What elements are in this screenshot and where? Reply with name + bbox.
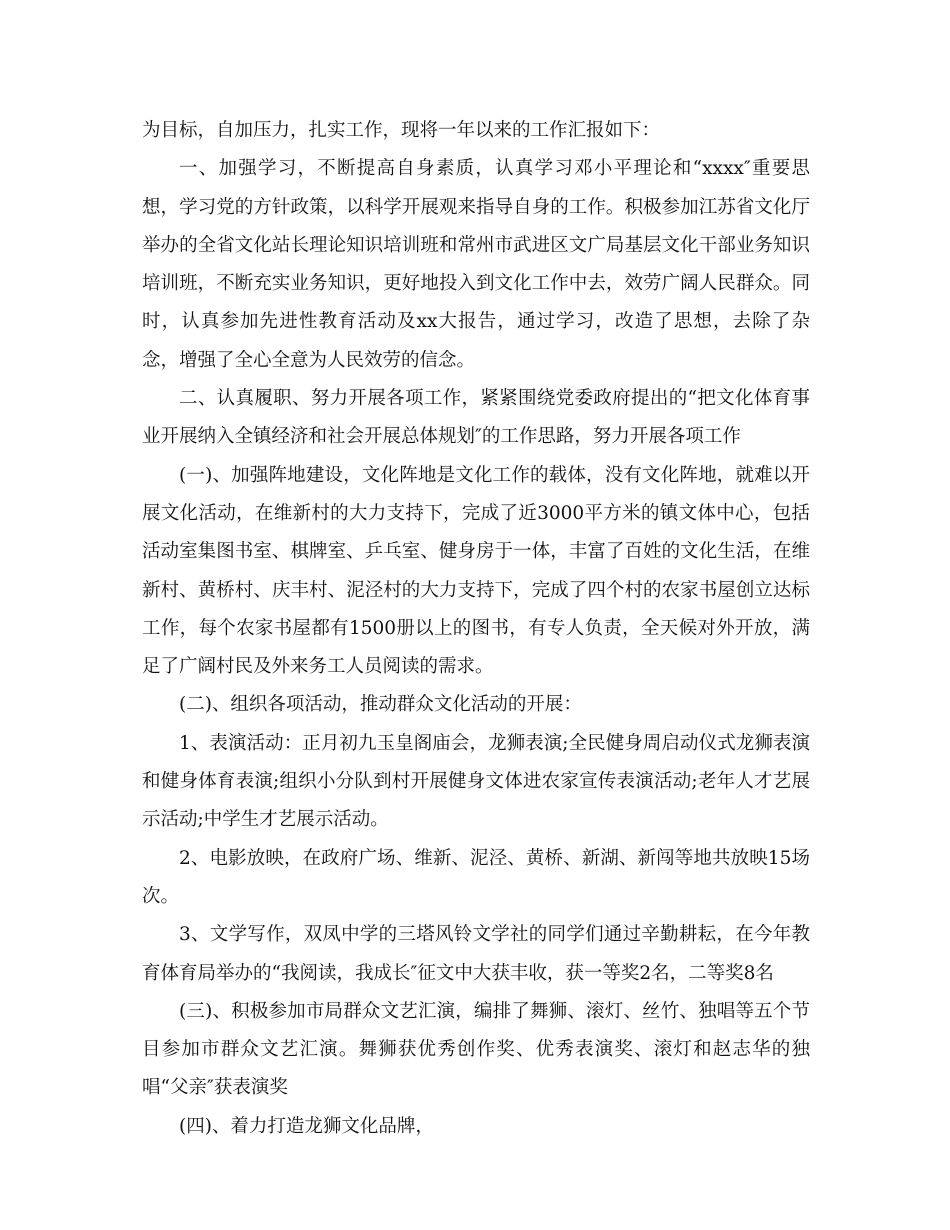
paragraph-section-2-duties: 二、认真履职、努力开展各项工作，紧紧围绕党委政府提出的“把文化体育事业开展纳入全镇经济和社会开展总体规划″的工作思路，努力开展各项工作 — [142, 388, 810, 448]
paragraph-item-1-facilities: (一)、加强阵地建设，文化阵地是文化工作的载体，没有文化阵地，就难以开展文化活动，在维新村的大力支持下，完成了近3000平方米的镇文体中心，包括活动室集图书室、棋牌室、乒乓室、健身房于一体，丰富了百姓的文化生活，在维新村、黄桥村、庆丰村、泥泾村的大力支持下，完成了四个村的农家书屋创立达标工作，每个农家书屋都有1500册以上的图书，有专人负责，全天候对外开放，满足了广阔村民及外来务工人员阅读的需求。 — [142, 464, 810, 678]
document-body — [142, 112, 810, 1146]
paragraph-film-screenings: 2、电影放映，在政府广场、维新、泥泾、黄桥、新湖、新闯等地共放映15场次。 — [142, 847, 810, 907]
paragraph-intro: 为目标，自加压力，扎实工作，现将一年以来的工作汇报如下： — [142, 120, 661, 141]
paragraph-literary-writing: 3、文学写作，双凤中学的三塔风铃文学社的同学们通过辛勤耕耘，在今年教育体育局举办的“我阅读，我成长″征文中大获丰收，获一等奖2名，二等奖8名 — [142, 924, 810, 984]
paragraph-item-4-dragon-lion-brand: (四)、着力打造龙狮文化品牌， — [179, 1115, 434, 1137]
paragraph-item-2-activities: (二)、组织各项活动，推动群众文化活动的开展： — [179, 694, 582, 716]
paragraph-performances: 1、表演活动：正月初九玉皇阁庙会，龙狮表演;全民健身周启动仪式龙狮表演和健身体育表演;组织小分队到村开展健身文体进农家宣传表演活动;老年人才艺展示活动;中学生才艺展示活动。 — [142, 732, 810, 831]
paragraph-section-1-study: 一、加强学习，不断提高自身素质，认真学习邓小平理论和“xxxx″重要思想，学习党的方针政策，以科学开展观来指导自身的工作。积极参加江苏省文化厅举办的全省文化站长理论知识培训班和常州市武进区文广局基层文化干部业务知识培训班，不断充实业务知识，更好地投入到文化工作中去，效劳广阔人民群众。同时，认真参加先进性教育活动及xx大报告，通过学习，改造了思想，去除了杂念，增强了全心全意为人民效劳的信念。 — [142, 158, 810, 371]
paragraph-item-3-performance-show: (三)、积极参加市局群众文艺汇演，编排了舞狮、滚灯、丝竹、独唱等五个节目参加市群众文艺汇演。舞狮获优秀创作奖、优秀表演奖、滚灯和赵志华的独唱“父亲″获表演奖 — [142, 1000, 810, 1099]
